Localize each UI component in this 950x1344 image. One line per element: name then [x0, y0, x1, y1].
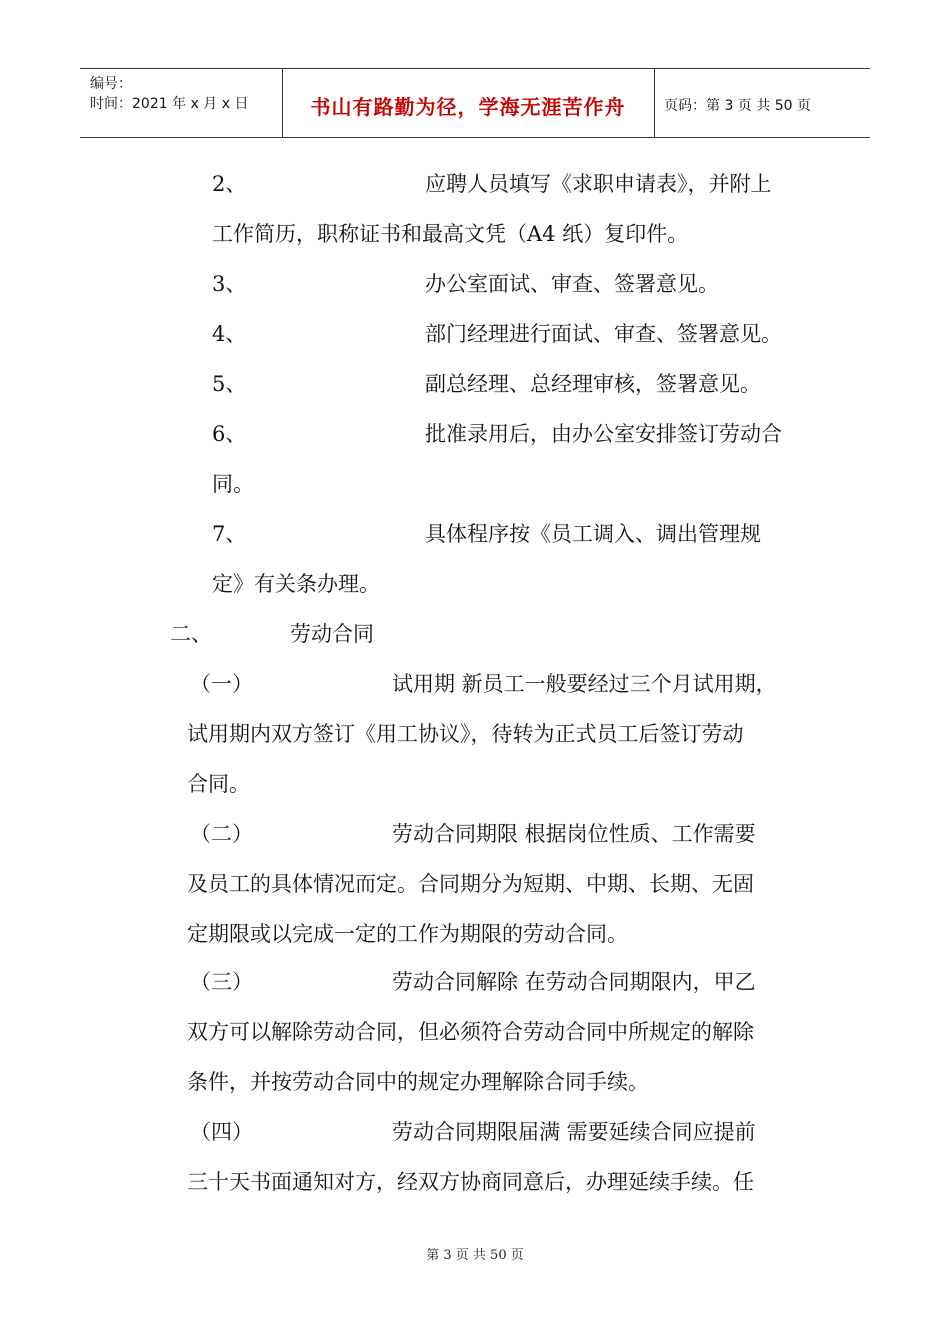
clause-continuation: 合同。: [187, 772, 250, 796]
item-text: 部门经理进行面试、审查、签署意见。: [425, 322, 782, 346]
page-footer: 第 3 页 共 50 页: [426, 1248, 524, 1263]
clause-text: 劳动合同期限届满 需要延续合同应提前: [392, 1120, 756, 1144]
header-motto-cell: [282, 69, 655, 137]
clause-number: （二）: [190, 822, 253, 846]
header-page-info: 页码：第 3 页 共 50 页: [664, 98, 811, 114]
item-text: 应聘人员填写《求职申请表》，并附上: [425, 172, 772, 196]
item-text: 批准录用后，由办公室安排签订劳动合: [425, 422, 782, 446]
clause-text: 试用期 新员工一般要经过三个月试用期，: [392, 672, 777, 696]
item-number: 6、: [212, 422, 247, 446]
item-text: 办公室面试、审查、签署意见。: [425, 272, 719, 296]
clause-text: 劳动合同解除 在劳动合同期限内，甲乙: [392, 970, 756, 994]
document-date-label: 时间：2021 年 x 月 x 日: [90, 96, 249, 112]
page-header: [80, 68, 870, 138]
item-number: 3、: [212, 272, 247, 296]
clause-continuation: 试用期内双方签订《用工协议》，待转为正式员工后签订劳动: [187, 722, 744, 746]
item-number: 2、: [212, 172, 247, 196]
item-continuation: 工作简历，职称证书和最高文凭（A4 纸）复印件。: [212, 222, 689, 246]
clause-continuation: 双方可以解除劳动合同，但必须符合劳动合同中所规定的解除: [187, 1020, 754, 1044]
item-continuation: 定》有关条办理。: [212, 572, 380, 596]
section-title: 劳动合同: [290, 622, 374, 646]
item-continuation: 同。: [212, 472, 254, 496]
clause-number: （四）: [190, 1120, 253, 1144]
clause-number: （三）: [190, 970, 253, 994]
clause-continuation: 及员工的具体情况而定。合同期分为短期、中期、长期、无固: [187, 872, 754, 896]
item-number: 4、: [212, 322, 247, 346]
clause-number: （一）: [190, 672, 253, 696]
item-text: 副总经理、总经理审核，签署意见。: [425, 372, 761, 396]
document-number-label: 编号：: [90, 76, 132, 92]
header-page-cell: [654, 69, 870, 137]
item-text: 具体程序按《员工调入、调出管理规: [425, 522, 761, 546]
header-motto: 书山有路勤为径，学海无涯苦作舟: [310, 95, 626, 119]
section-number: 二、: [170, 622, 212, 646]
clause-continuation: 三十天书面通知对方，经双方协商同意后，办理延续手续。任: [187, 1170, 754, 1194]
item-number: 7、: [212, 522, 247, 546]
clause-continuation: 条件，并按劳动合同中的规定办理解除合同手续。: [187, 1070, 649, 1094]
header-meta-cell: [80, 69, 283, 137]
clause-text: 劳动合同期限 根据岗位性质、工作需要: [392, 822, 756, 846]
item-number: 5、: [212, 372, 247, 396]
clause-continuation: 定期限或以完成一定的工作为期限的劳动合同。: [187, 922, 628, 946]
